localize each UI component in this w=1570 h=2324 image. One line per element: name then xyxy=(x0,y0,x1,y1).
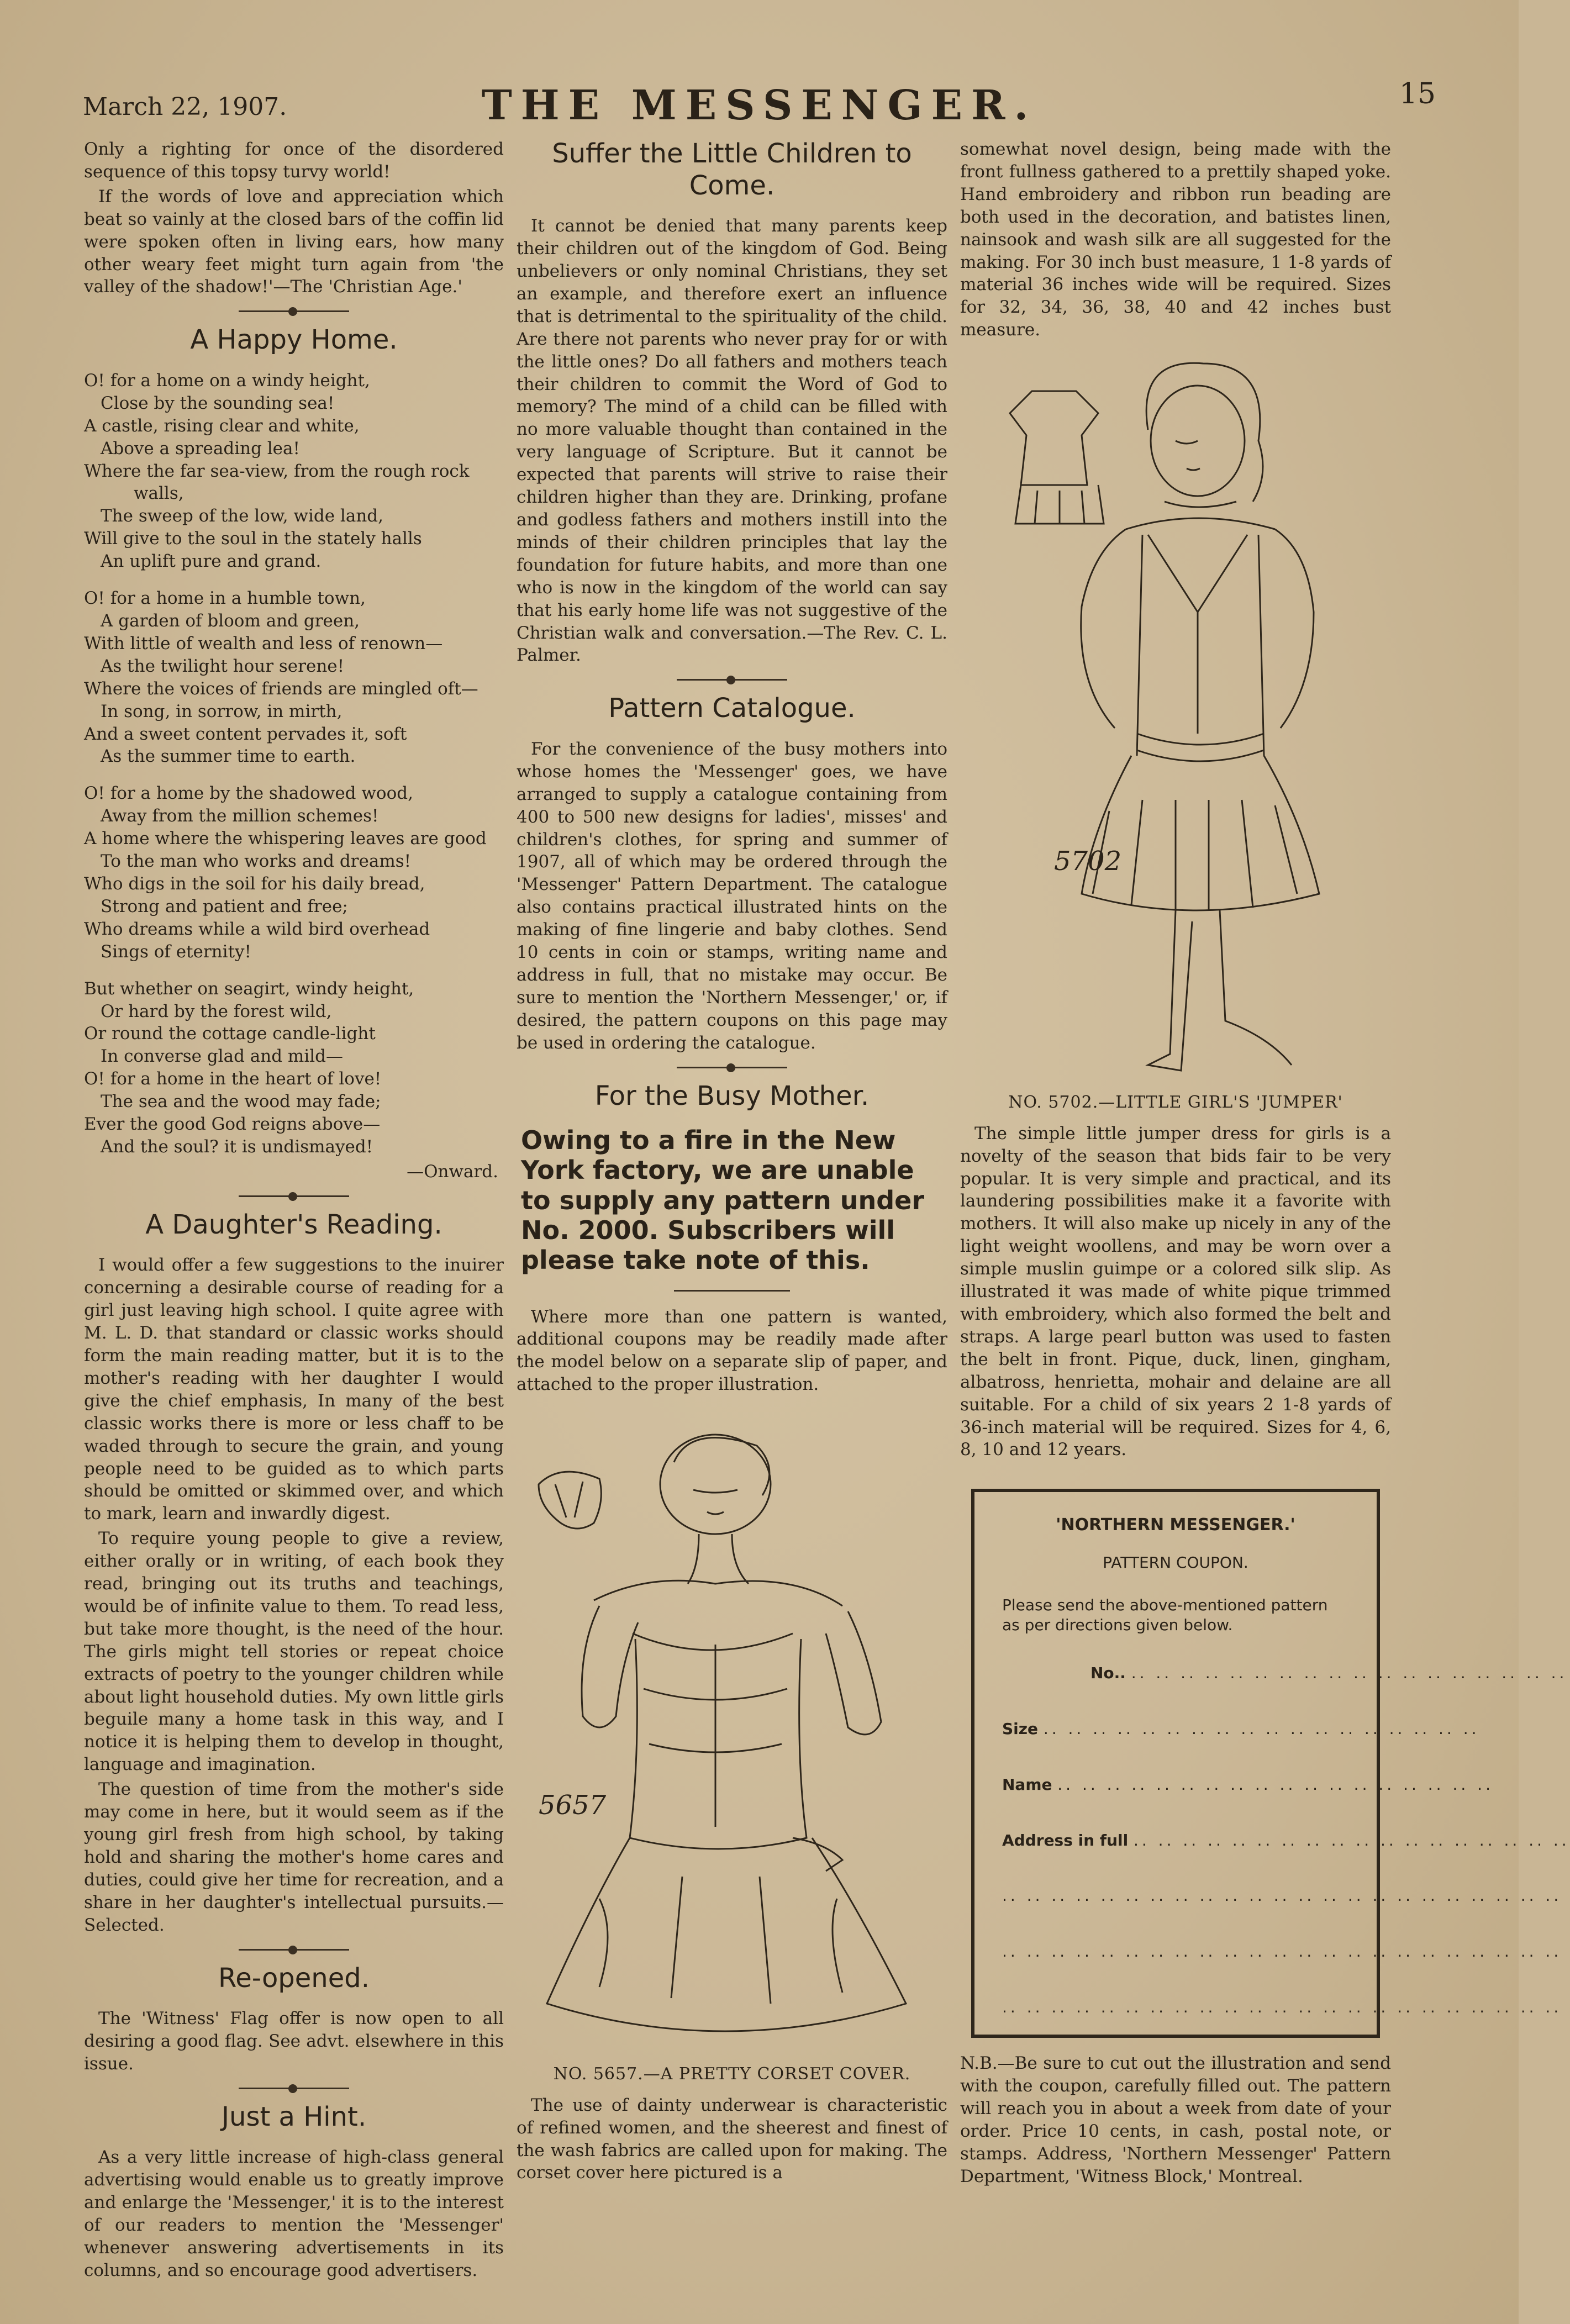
poem-line: Where the voices of friends are mingled oft— xyxy=(84,678,478,699)
pattern-number-5657: 5657 xyxy=(539,1790,607,1821)
heading-happy-home: A Happy Home. xyxy=(190,324,398,356)
coupon-title: 'NORTHERN MESSENGER.' xyxy=(1056,1515,1295,1535)
corset-cover-illustration xyxy=(517,1401,947,2053)
poem-line: And a sweet content pervades it, soft xyxy=(84,724,407,744)
poem-line: In converse glad and mild— xyxy=(101,1046,343,1067)
article-paragraph: To require young people to give a review, either orally or in writing, of each book they read, bringing out its truths and teachings, would be of infinite value to them. To read less, but take more thought, is the need of the hour. The girls might tell stories or repeat choice extracts of poetry to the younger children while about light household duties. My own little girls beguile many a home task in this way, and I notice it is helping them to develop in thought, language and imagination. xyxy=(84,1529,504,1775)
poem-line: But whether on seagirt, windy height, xyxy=(84,978,414,999)
intro-paragraph: Only a righting for once of the disordered sequence of this topsy turvy world! xyxy=(84,139,504,182)
article-paragraph: somewhat novel design, being made with the front fullness gathered to a prettily shaped yoke. Hand embroidery and ribbon run beading are both used in the decoration, and batistes linen, nainsook and wash silk are all suggested for the making. For 30 inch bust measure, 1 1-8 yards of material 36 inches wide will be required. Sizes for 32, 34, 36, 38, 40 and 42 inches bust measure. xyxy=(960,139,1391,340)
poem-line: O! for a home on a windy height, xyxy=(84,370,370,391)
coupon-instruction: Please send the above-mentioned pattern as per directions given below. xyxy=(1002,1595,1328,1635)
article-paragraph: As a very little increase of high-class general advertising would enable us to greatly improve and enlarge the 'Messenger,' it is to the interest of our readers to mention the 'Messenger' whenever answering advertisements in its columns, and so encourage good advertisers. xyxy=(84,2147,504,2280)
coupon-field-address[interactable] xyxy=(1002,1831,1570,1851)
page-header xyxy=(83,77,1436,127)
poem-line: Where the far sea-view, from the rough rock xyxy=(84,461,470,481)
poem-line: walls, xyxy=(134,483,184,504)
poem-signature: —Onward. xyxy=(407,1161,498,1182)
poem-line: Above a spreading lea! xyxy=(101,438,300,459)
article-paragraph: It cannot be denied that many parents keep their children out of the kingdom of God. Being unbelievers or only nominal Christians, they set an example, and therefore exert an influence that is detrimental to the spirituality of the child. Are there not parents who never pray for or with the little ones? Do all fathers and mothers teach their children to commit the Word of God to memory? The mind of a child can be filled with no more valuable thought than contained in the very language of Scripture. But it cannot be expected that parents will strive to raise their children higher than they are. Drinking, profane and godless fathers and mothers instill into the minds of their children principles that lay the foundation for future habits, and more than one who is now in the kingdom of the world can say that his early home life was not suggestive of the Christian walk and conversation.—The Rev. C. L. Palmer. xyxy=(517,216,947,666)
jumper-dress-drawing xyxy=(960,347,1391,1082)
poem-line: Sings of eternity! xyxy=(101,941,251,962)
coupon-address-line[interactable]: .. .. .. .. .. .. .. .. .. .. .. .. .. .. .. .. .. .. .. .. .. .. .. xyxy=(1002,1942,1562,1961)
column-1 xyxy=(84,138,504,2284)
poem-line: O! for a home in the heart of love! xyxy=(84,1069,382,1089)
coupon-field-label: Size xyxy=(1002,1719,1039,1738)
caption-5702: NO. 5702.—LITTLE GIRL'S 'JUMPER' xyxy=(1008,1093,1343,1113)
page-number: 15 xyxy=(1399,77,1436,110)
intro-paragraph: If the words of love and appreciation which beat so vainly at the closed bars of the coffin lid were spoken often in living ears, how many other weary feet might turn again from 'the valley of the shadow!'—The 'Christian Age.' xyxy=(84,186,504,297)
coupon-subtitle: PATTERN COUPON. xyxy=(1103,1553,1248,1572)
poem-stanza xyxy=(84,782,504,963)
article-paragraph: The simple little jumper dress for girls is a novelty of the season that bids fair to be very popular. It is very simple and practical, and its laundering possibilities make it a favorite with mothers. It will also make up nicely in any of the light weight woollens, and may be worn over a simple muslin guimpe or a colored silk slip. As illustrated it was made of white pique trimmed with embroidery, which also formed the belt and straps. A large pearl button was used to fasten the belt in front. Pique, duck, linen, gingham, albatross, henrietta, mohair and delaine are all suitable. For a child of six years 2 1-8 yards of 36-inch material will be required. Sizes for 4, 6, 8, 10 and 12 years. xyxy=(960,1123,1391,1460)
coupon-field-label: Address in full xyxy=(1002,1831,1129,1849)
column-2 xyxy=(517,138,947,2186)
issue-date: March 22, 1907. xyxy=(83,93,287,121)
pattern-number-5702: 5702 xyxy=(1054,846,1122,877)
coupon-dotted-line: .. .. .. .. .. .. .. .. .. .. .. .. .. .. .. .. .. .. xyxy=(1131,1663,1568,1682)
section-divider xyxy=(239,1195,349,1197)
coupon-address-line[interactable]: .. .. .. .. .. .. .. .. .. .. .. .. .. .. .. .. .. .. .. .. .. .. .. xyxy=(1002,1998,1562,2017)
poem-line: As the summer time to earth. xyxy=(101,746,356,767)
poem-line: Away from the million schemes! xyxy=(101,806,379,826)
poem-line: Who dreams while a wild bird overhead xyxy=(84,919,430,939)
poem-line: Or round the cottage candle-light xyxy=(84,1024,376,1044)
poem-line: To the man who works and dreams! xyxy=(101,851,412,872)
coupon-field-label: Name xyxy=(1002,1775,1052,1794)
section-divider xyxy=(674,1290,790,1292)
heading-pattern-catalogue: Pattern Catalogue. xyxy=(608,693,856,724)
poem-line: A garden of bloom and green, xyxy=(101,611,360,631)
poem-line: A home where the whispering leaves are good xyxy=(84,829,487,849)
heading-daughters-reading: A Daughter's Reading. xyxy=(145,1209,442,1240)
poem-line: O! for a home in a humble town, xyxy=(84,588,366,609)
poem-stanza xyxy=(84,587,504,768)
fire-notice: Owing to a fire in the New York factory, we are unable to supply any pattern under No. 2000. Subscribers will please take note of this. xyxy=(521,1125,925,1276)
section-divider xyxy=(677,679,787,681)
poem-stanza xyxy=(84,370,504,573)
poem-line: With little of wealth and less of renown— xyxy=(84,633,443,654)
caption-5657: NO. 5657.—A PRETTY CORSET COVER. xyxy=(553,2064,911,2084)
coupon-field-no[interactable] xyxy=(1002,1663,1568,1684)
column-3 xyxy=(960,138,1570,2190)
poem-line: The sea and the wood may fade; xyxy=(101,1092,381,1112)
poem-line: An uplift pure and grand. xyxy=(101,551,322,572)
coupon-dotted-line: .. .. .. .. .. .. .. .. .. .. .. .. .. .. .. .. .. .. xyxy=(1043,1719,1480,1738)
pattern-coupon xyxy=(971,1489,1570,2038)
article-paragraph: Where more than one pattern is wanted, additional coupons may be readily made after the model below on a separate slip of paper, and attached to the proper illustration. xyxy=(517,1306,947,1395)
corset-cover-drawing xyxy=(517,1401,947,2053)
poem-line: Will give to the soul in the stately halls xyxy=(84,529,422,549)
coupon-field-label: No.. xyxy=(1090,1663,1126,1682)
poem-line: As the twilight hour serene! xyxy=(101,656,345,676)
section-divider xyxy=(239,1949,349,1951)
poem-line: Strong and patient and free; xyxy=(101,896,348,916)
article-paragraph: For the convenience of the busy mothers into whose homes the 'Messenger' goes, we have arranged to supply a catalogue containing from 400 to 500 new designs for ladies', misses' and children's clothes, for spring and summer of 1907, all of which may be ordered through the 'Messenger' Pattern Department. The catalogue also contains practical illustrated hints on the making of fine lingerie and baby clothes. Send 10 cents in coin or stamps, writing name and address in full, that no mistake may occur. Be sure to mention the 'Northern Messenger,' or, if desired, the pattern coupons on this page may be used in ordering the catalogue. xyxy=(517,739,947,1053)
article-paragraph: The 'Witness' Flag offer is now open to all desiring a good flag. See advt. elsewhere in this issue. xyxy=(84,2009,504,2074)
poem-line: A castle, rising clear and white, xyxy=(84,415,360,436)
coupon-dotted-line: .. .. .. .. .. .. .. .. .. .. .. .. .. .. .. .. .. .. xyxy=(1133,1831,1570,1849)
poem-line: The sweep of the low, wide land, xyxy=(101,506,383,526)
article-paragraph: I would offer a few suggestions to the inuirer concerning a desirable course of reading for a girl just leaving high school. I quite agree with M. L. D. that standard or classic works should form the main reading matter, but it is to the mother's reading with her daughter I would give the chief emphasis, In many of the best classic works there is more or less chaff to be waded through to secure the grain, and young people need to be guided as to which parts should be omitted or skimmed over, and which to mark, learn and inwardly digest. xyxy=(84,1255,504,1524)
poem-line: Ever the good God reigns above— xyxy=(84,1114,381,1135)
section-divider xyxy=(677,1067,787,1068)
coupon-dotted-line: .. .. .. .. .. .. .. .. .. .. .. .. .. .. .. .. .. .. xyxy=(1057,1775,1494,1794)
article-paragraph: The use of dainty underwear is characteristic of refined women, and the sheerest and finest of the wash fabrics are called upon for making. The corset cover here pictured is a xyxy=(517,2095,947,2183)
heading-busy-mother: For the Busy Mother. xyxy=(594,1080,870,1111)
coupon-field-name[interactable] xyxy=(1002,1775,1494,1795)
section-divider xyxy=(239,310,349,312)
poem-line: In song, in sorrow, in mirth, xyxy=(101,701,343,721)
section-divider xyxy=(239,2088,349,2089)
nb-paragraph: N.B.—Be sure to cut out the illustration and send with the coupon, carefully filled out. The pattern will reach you in about a week from date of your order. Price 10 cents, in cash, postal note, or stamps. Address, 'Northern Messenger' Pattern Department, 'Witness Block,' Montreal. xyxy=(960,2053,1391,2186)
heading-suffer-children: Suffer the Little Children to Come. xyxy=(552,138,912,201)
coupon-address-line[interactable]: .. .. .. .. .. .. .. .. .. .. .. .. .. .. .. .. .. .. .. .. .. .. .. xyxy=(1002,1886,1562,1905)
heading-just-a-hint: Just a Hint. xyxy=(221,2101,367,2132)
poem-stanza xyxy=(84,978,504,1158)
poem-line: Close by the sounding sea! xyxy=(101,393,335,413)
coupon-field-size[interactable] xyxy=(1002,1719,1480,1740)
poem-line: Who digs in the soil for his daily bread, xyxy=(84,873,425,894)
poem-line: And the soul? it is undismayed! xyxy=(101,1136,373,1157)
poem-line: Or hard by the forest wild, xyxy=(101,1001,332,1021)
poem-line: O! for a home by the shadowed wood, xyxy=(84,783,413,804)
heading-reopened: Re-opened. xyxy=(218,1962,370,1994)
article-paragraph: The question of time from the mother's side may come in here, but it would seem as if the young girl fresh from high school, by taking hold and sharing the mother's home cares and duties, could give her time for recreation, and a share in her daughter's intellectual pursuits.—Selected. xyxy=(84,1779,504,1935)
jumper-illustration xyxy=(960,347,1391,1082)
masthead-title: THE MESSENGER. xyxy=(481,82,1037,129)
